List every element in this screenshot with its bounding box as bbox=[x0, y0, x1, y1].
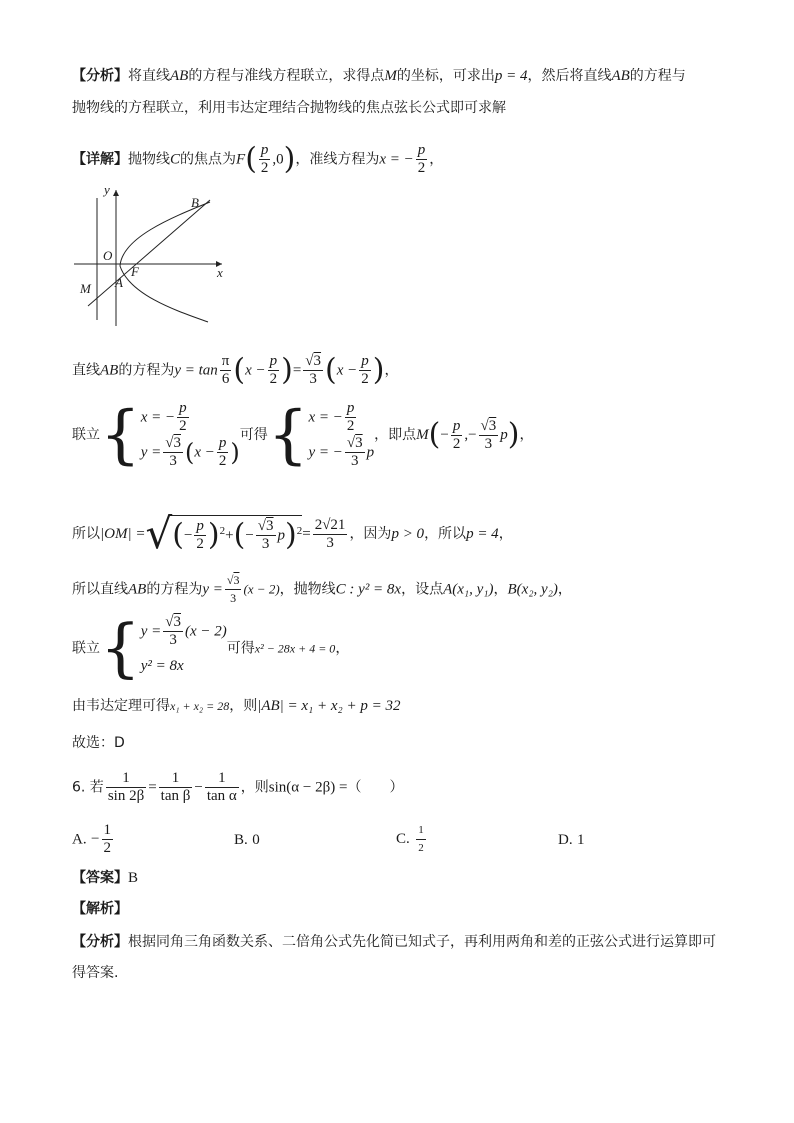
label-M: M bbox=[80, 281, 91, 296]
label-x: x bbox=[217, 265, 223, 280]
line-ab-equation: 直线AB的方程为y = tan $\frac{\pi}{6}$ (x − $\frac{p}{2}$ )= $\frac{√3}{3}$ (x − $\frac{p}{2}$ )， bbox=[72, 352, 399, 388]
line-ab-parabola: 所以直线AB的方程为y = $\frac{√3}{3}$ (x − 2)，抛物线C : y² = 8x，设点A(x₁, y₁)，B(x₂, y₂)， bbox=[72, 573, 572, 605]
option-d[interactable]: D. 1 bbox=[558, 832, 585, 848]
label-A: A bbox=[115, 275, 123, 290]
label-y: y bbox=[104, 182, 110, 197]
analysis-line-2: 抛物线的方程联立，利用韦达定理结合抛物线的焦点弦长公式即可求解 bbox=[72, 100, 506, 116]
parabola-curve bbox=[120, 202, 210, 322]
vieta-line: 由韦达定理可得x₁ + x₂ = 28，则|AB| = x₁ + x₂ + p = 32 bbox=[72, 698, 401, 714]
explain-line bbox=[72, 899, 128, 919]
y-axis-arrow bbox=[113, 190, 119, 196]
parabola-figure bbox=[70, 180, 230, 330]
analysis2-line-1: 【分析】根据同角三角函数关系、二倍角公式先化简已知式子，再利用两角和差的正弦公式进行运算即可 bbox=[72, 934, 716, 950]
om-length: 所以|OM| =√(− $\frac{p}{2}$ )$^2$+(− $\frac{√3}{3}$ p)$^2$= $\frac{2√21}{3}$ ，因为p > 0，所以p = 4， bbox=[72, 509, 513, 558]
answer-tag: 【答案】 bbox=[72, 870, 128, 886]
label-O: O bbox=[103, 248, 113, 263]
choice-line: 故选：D bbox=[72, 735, 125, 751]
option-a[interactable]: A. − $\frac{1}{2}$ bbox=[72, 822, 112, 856]
analysis2-tag: 【分析】 bbox=[72, 934, 128, 950]
question-6: 6. 若 $\frac{1}{\sin 2\beta}$ = $\frac{1}{\text{tan β}}$ − $\frac{1}{\text{tan α}}$ ，则sin(α − 2β) =（ ） bbox=[72, 770, 404, 804]
label-F: F bbox=[131, 264, 139, 279]
system-1: 联立{ x = − $\frac{p}{2}$ y = $\frac{√3}{3}$ (x − $\frac{p}{2}$ ) 可得{ x = − $\frac{p}{2}$ y = − $\frac{√3}{3}$ p ，即点M(− $\frac{p}{2}$ ,− $\frac{√3}{3}$ p)， bbox=[72, 398, 534, 472]
answer-value: B bbox=[128, 870, 139, 886]
detail-tag: 【详解】 bbox=[72, 151, 128, 168]
label-B: B bbox=[191, 195, 199, 210]
system-2: 联立{ y = $\frac{√3}{3}$ (x − 2) y² = 8x 可得x² − 28x + 4 = 0， bbox=[72, 611, 350, 686]
analysis-line-1: 【分析】将直线AB的方程与准线方程联立，求得点M的坐标，可求出p = 4，然后将直线AB的方程与 bbox=[72, 68, 686, 84]
option-b[interactable]: B. 0 bbox=[234, 832, 260, 848]
analysis-tag: 【分析】 bbox=[72, 68, 128, 84]
analysis2-line-2: 得答案. bbox=[72, 965, 119, 981]
explain-tag: 【解析】 bbox=[72, 901, 128, 917]
option-c[interactable]: C. $\frac{1}{2}$ bbox=[396, 824, 424, 854]
detail-line: 【详解】抛物线C的焦点为F( $\frac{p}{2}$ ,0)，准线方程为x = − $\frac{p}{2}$ ， bbox=[72, 141, 444, 177]
answer-line bbox=[72, 868, 138, 888]
